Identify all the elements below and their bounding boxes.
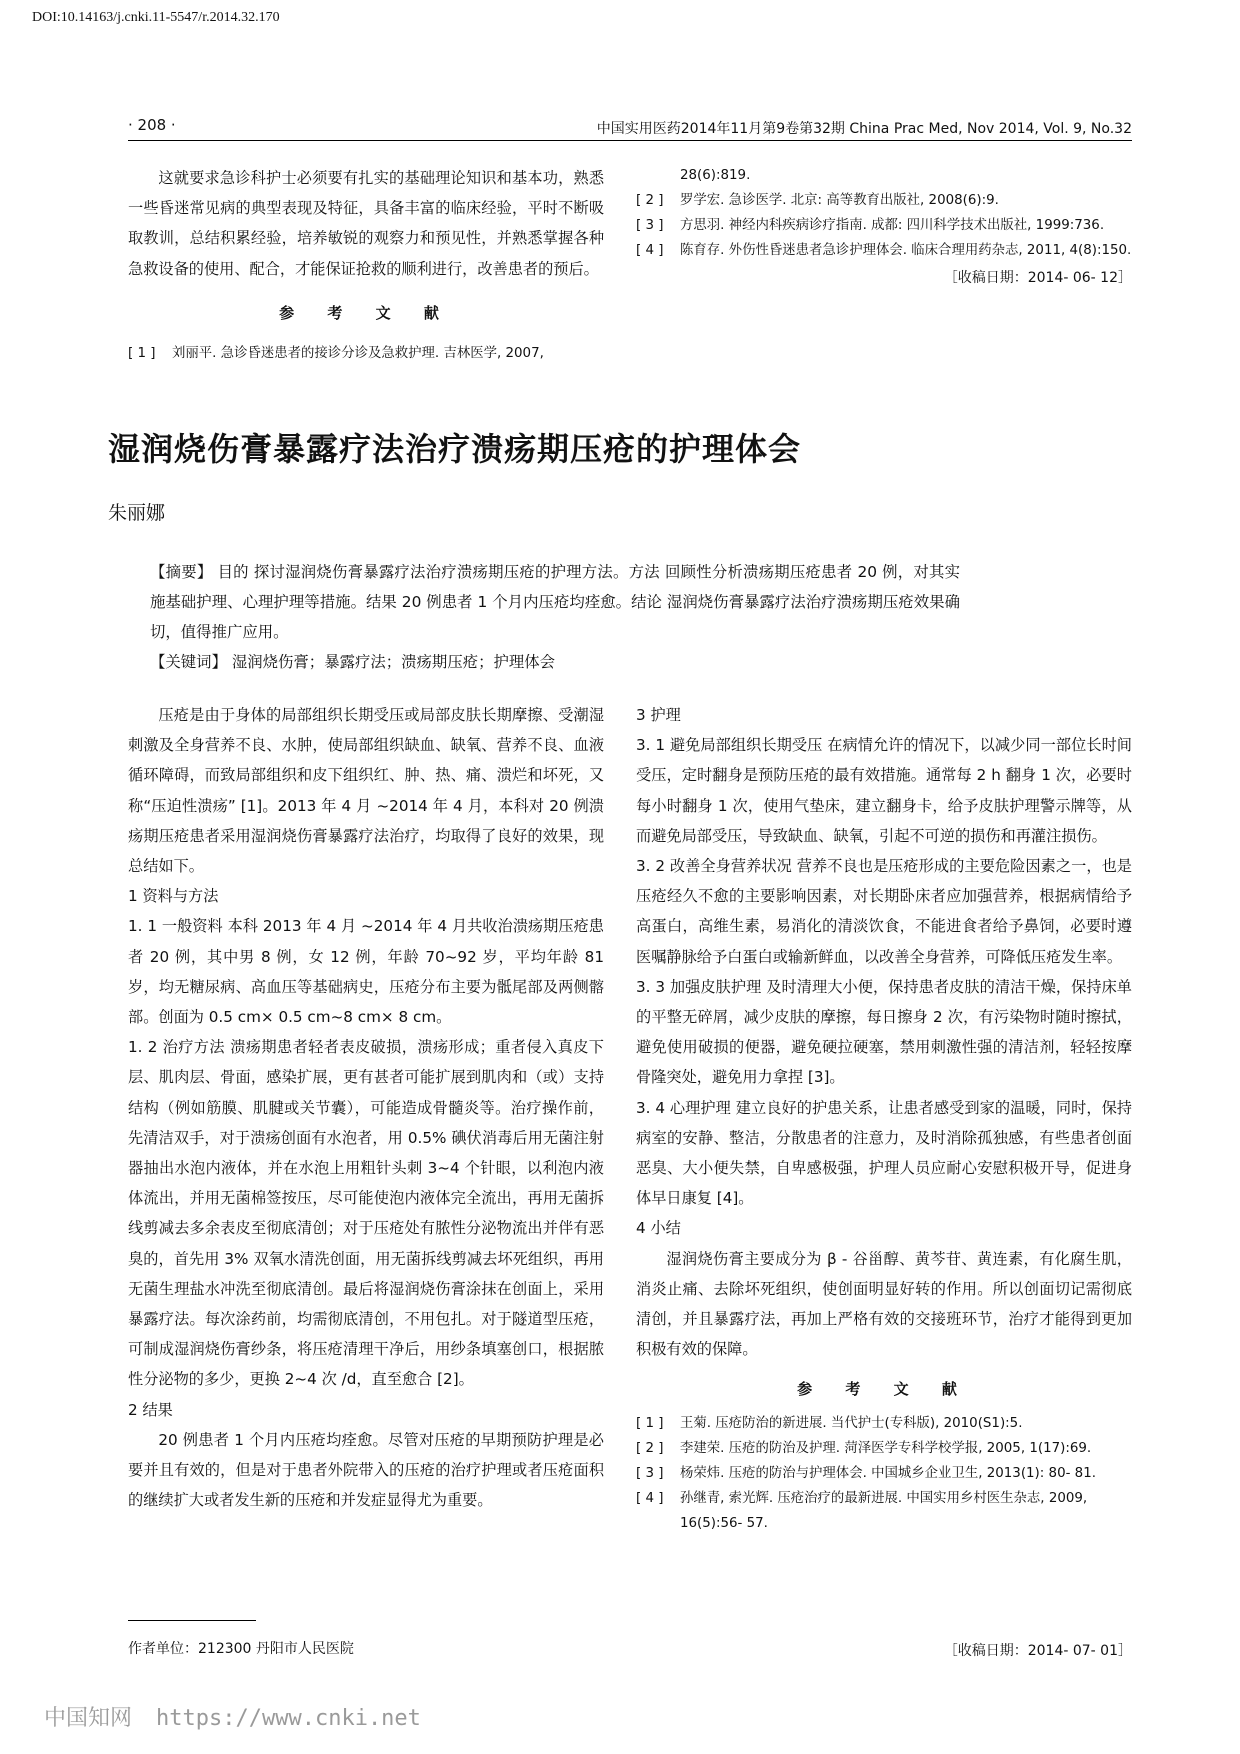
section-2-heading: 2 结果: [128, 1400, 173, 1419]
refs-heading: 参 考 文 献: [797, 1380, 971, 1399]
prev-ref-text: 罗学宏. 急诊医学. 北京: 高等教育出版社, 2008(6):9.: [680, 193, 999, 208]
journal-citation: 中国实用医药2014年11月第9卷第32期 China Prac Med, Nov 2014, Vol. 9, No.32: [596, 121, 1132, 137]
prev-ref-item: [636, 188, 1132, 213]
ref-text: 李建荣. 压疮的防治及护理. 菏泽医学专科学校学报, 2005, 1(17):69.: [680, 1441, 1092, 1457]
article-title: 湿润烧伤膏暴露疗法治疗溃疡期压疮的护理体会: [108, 430, 802, 468]
section-3-2: 3. 2 改善全身营养状况 营养不良也是压疮形成的主要危险因素之一，也是压疮经久不愈的主要影响因素，对长期卧床者应加强营养，根据病情给予高蛋白，高维生素，易消化的清淡饮食，不能进食者给予鼻饲，必要时遵医嘱静脉给予白蛋白或输新鲜血，以改善全身营养，可降低压疮发生率。: [636, 857, 1132, 966]
ref-item: [636, 1486, 1132, 1536]
prev-ref-number: [ 2 ]: [636, 193, 664, 208]
section-3-3: 3. 3 加强皮肤护理 及时清理大小便，保持患者皮肤的清洁干燥，保持床单的平整无碎屑，减少皮肤的摩擦，每日擦身 2 次，有污染物时随时擦拭，避免使用破损的便器，避免硬拉硬塞，禁用刺激性强的清洁剂，轻轻按摩骨隆突处，避免用力拿捏 [3]。: [636, 977, 1132, 1087]
section-3-heading: 3 护理: [636, 706, 681, 724]
ref-item: [636, 1461, 1132, 1486]
section-4-heading: 4 小结: [636, 1219, 681, 1238]
prev-ref-number: [ 1 ]: [128, 345, 156, 361]
author-affiliation: 作者单位：212300 丹阳市人民医院: [128, 1641, 354, 1657]
cnki-watermark: [44, 1701, 421, 1732]
section-4-paragraph: 湿润烧伤膏主要成分为 β - 谷甾醇、黄芩苷、黄连素，有化腐生肌，消炎止痛、去除坏死组织，使创面明显好转的作用。所以创面切记需彻底清创，并且暴露疗法，再加上严格有效的交接班环节，治疗才能得到更加积极有效的保障。: [636, 1249, 1132, 1359]
prev-refs-heading: 参 考 文 献: [279, 303, 453, 322]
cnki-url[interactable]: https://www.cnki.net: [156, 1706, 421, 1731]
abstract-text: 【摘要】 目的 探讨湿润烧伤膏暴露疗法治疗溃疡期压疮的护理方法。方法 回顾性分析溃疡期压疮患者 20 例，对其实施基础护理、心理护理等措施。结果 20 例患者 1 个月内压疮均痊愈。结论 湿润烧伤膏暴露疗法治疗溃疡期压疮效果确切，值得推广应用。: [150, 563, 960, 641]
received-date: ［收稿日期：2014- 07- 01］: [943, 1643, 1132, 1659]
prev-ref-item: [636, 213, 1132, 238]
ref-number: [ 4 ]: [636, 1491, 664, 1507]
section-3-4: 3. 4 心理护理 建立良好的护患关系，让患者感受到家的温暖，同时，保持病室的安静、整洁，分散患者的注意力，及时消除孤独感，有些患者创面恶臭、大小便失禁，自卑感极强，护理人员应耐心安慰积极开导，促进身体早日康复 [4]。: [636, 1098, 1132, 1208]
prev-ref-text: 28(6):819.: [680, 168, 751, 183]
ref-number: [ 2 ]: [636, 1441, 664, 1457]
prev-article-right: [636, 163, 1132, 287]
page-number: · 208 ·: [128, 116, 176, 134]
abstract-block: [150, 557, 960, 677]
ref-number: [ 1 ]: [636, 1416, 664, 1432]
prev-article-left: [128, 163, 604, 366]
prev-received-date: ［收稿日期：2014- 06- 12］: [943, 270, 1132, 286]
keywords-text: 【关键词】 湿润烧伤膏；暴露疗法；溃疡期压疮；护理体会: [150, 653, 556, 671]
prev-ref-number: [ 3 ]: [636, 218, 664, 233]
prev-ref-text: 刘丽平. 急诊昏迷患者的接诊分诊及急救护理. 吉林医学, 2007,: [172, 345, 544, 361]
cnki-brand: 中国知网: [44, 1706, 133, 1731]
section-1-2: 1. 2 治疗方法 溃疡期患者轻者表皮破损，溃疡形成；重者侵入真皮下层、肌肉层、骨面，感染扩展，更有甚者可能扩展到肌肉和（或）支持结构（例如筋膜、肌腱或关节囊），可能造成骨髓炎等。治疗操作前，先清洁双手，对于溃疡创面有水泡者，用 0.5% 碘伏消毒后用无菌注射器抽出水泡内液体，并在水泡上用粗针头刺 3~4 个针眼，以利泡内液体流出，并用无菌棉签按压，尽可能使泡内液体完全流出，再用无菌拆线剪减去多余表皮至彻底清创；对于压疮处有脓性分泌物流出并伴有恶臭的，首先用 3% 双氧水清洗创面，用无菌拆线剪减去坏死组织，再用无菌生理盐水冲洗至彻底清创。最后将湿润烧伤膏涂抹在创面上，采用暴露疗法。每次涂药前，均需彻底清创，不用包扎。对于隧道型压疮，可制成湿润烧伤膏纱条，将压疮清理干净后，用纱条填塞创口，根据脓性分泌物的多少，更换 2~4 次 /d，直至愈合 [2]。: [128, 1038, 604, 1389]
prev-ref-number: [ 4 ]: [636, 243, 664, 258]
ref-number: [ 3 ]: [636, 1466, 664, 1482]
ref-item: [636, 1411, 1132, 1436]
article-author: 朱丽娜: [108, 502, 166, 524]
prev-ref-item: [636, 163, 1132, 188]
prev-ref-item: [636, 238, 1132, 263]
section-1-heading: 1 资料与方法: [128, 887, 219, 906]
prev-ref-number: [636, 163, 680, 188]
ref-text: 王菊. 压疮防治的新进展. 当代护士(专科版), 2010(S1):5.: [680, 1416, 1023, 1432]
footnote-rule: [128, 1620, 256, 1621]
prev-article-paragraph: 这就要求急诊科护士必须要有扎实的基础理论知识和基本功，熟悉一些昏迷常见病的典型表现及特征，具备丰富的临床经验，平时不断吸取教训，总结积累经验，培养敏锐的观察力和预见性，并熟悉掌握各种急救设备的使用、配合，才能保证抢救的顺利进行，改善患者的预后。: [128, 169, 604, 278]
doi-line: DOI:10.14163/j.cnki.11-5547/r.2014.32.170: [32, 10, 280, 25]
article-right-column: [636, 700, 1132, 1536]
ref-text: 孙继青, 索光辉. 压疮治疗的最新进展. 中国实用乡村医生杂志, 2009, 16(5):56- 57.: [680, 1491, 1088, 1532]
intro-paragraph: 压疮是由于身体的局部组织长期受压或局部皮肤长期摩擦、受潮湿刺激及全身营养不良、水肿，使局部组织缺血、缺氧、营养不良、血液循环障碍，而致局部组织和皮下组织红、肿、热、痛、溃烂和坏死，又称“压迫性溃疡” [1]。2013 年 4 月 ~2014 年 4 月，本科对 20 例溃疡期压疮患者采用湿润烧伤膏暴露疗法治疗，均取得了良好的效果，现总结如下。: [128, 706, 604, 876]
running-header: [128, 116, 1132, 141]
prev-ref-text: 方思羽. 神经内科疾病诊疗指南. 成都: 四川科学技术出版社, 1999:736.: [680, 218, 1105, 233]
section-3-1: 3. 1 避免局部组织长期受压 在病情允许的情况下，以减少同一部位长时间受压，定时翻身是预防压疮的最有效措施。通常每 2 h 翻身 1 次，必要时每小时翻身 1 次，使用气垫床，建立翻身卡，给予皮肤护理警示牌等，从而避免局部受压，导致缺血、缺氧，引起不可逆的损伤和再灌注损伤。: [636, 736, 1132, 845]
prev-ref-text: 陈育存. 外伤性昏迷患者急诊护理体会. 临床合理用药杂志, 2011, 4(8):150.: [680, 243, 1132, 258]
ref-text: 杨荣炜. 压疮的防治与护理体会. 中国城乡企业卫生, 2013(1): 80- 81.: [680, 1466, 1096, 1482]
section-1-1: 1. 1 一般资料 本科 2013 年 4 月 ~2014 年 4 月共收治溃疡期压疮患者 20 例，其中男 8 例，女 12 例，年龄 70~92 岁，平均年龄 81 岁，均无糖尿病、高血压等基础病史，压疮分布主要为骶尾部及两侧髂部。创面为 0.5 cm× 0.5 cm~8 cm× 8 cm。: [128, 917, 604, 1027]
ref-item: [636, 1436, 1132, 1461]
prev-ref-item: [128, 341, 604, 366]
article-left-column: [128, 700, 604, 1515]
section-2-paragraph: 20 例患者 1 个月内压疮均痊愈。尽管对压疮的早期预防护理是必要并且有效的，但是对于患者外院带入的压疮的治疗护理或者压疮面积的继续扩大或者发生新的压疮和并发症显得尤为重要。: [128, 1430, 604, 1510]
